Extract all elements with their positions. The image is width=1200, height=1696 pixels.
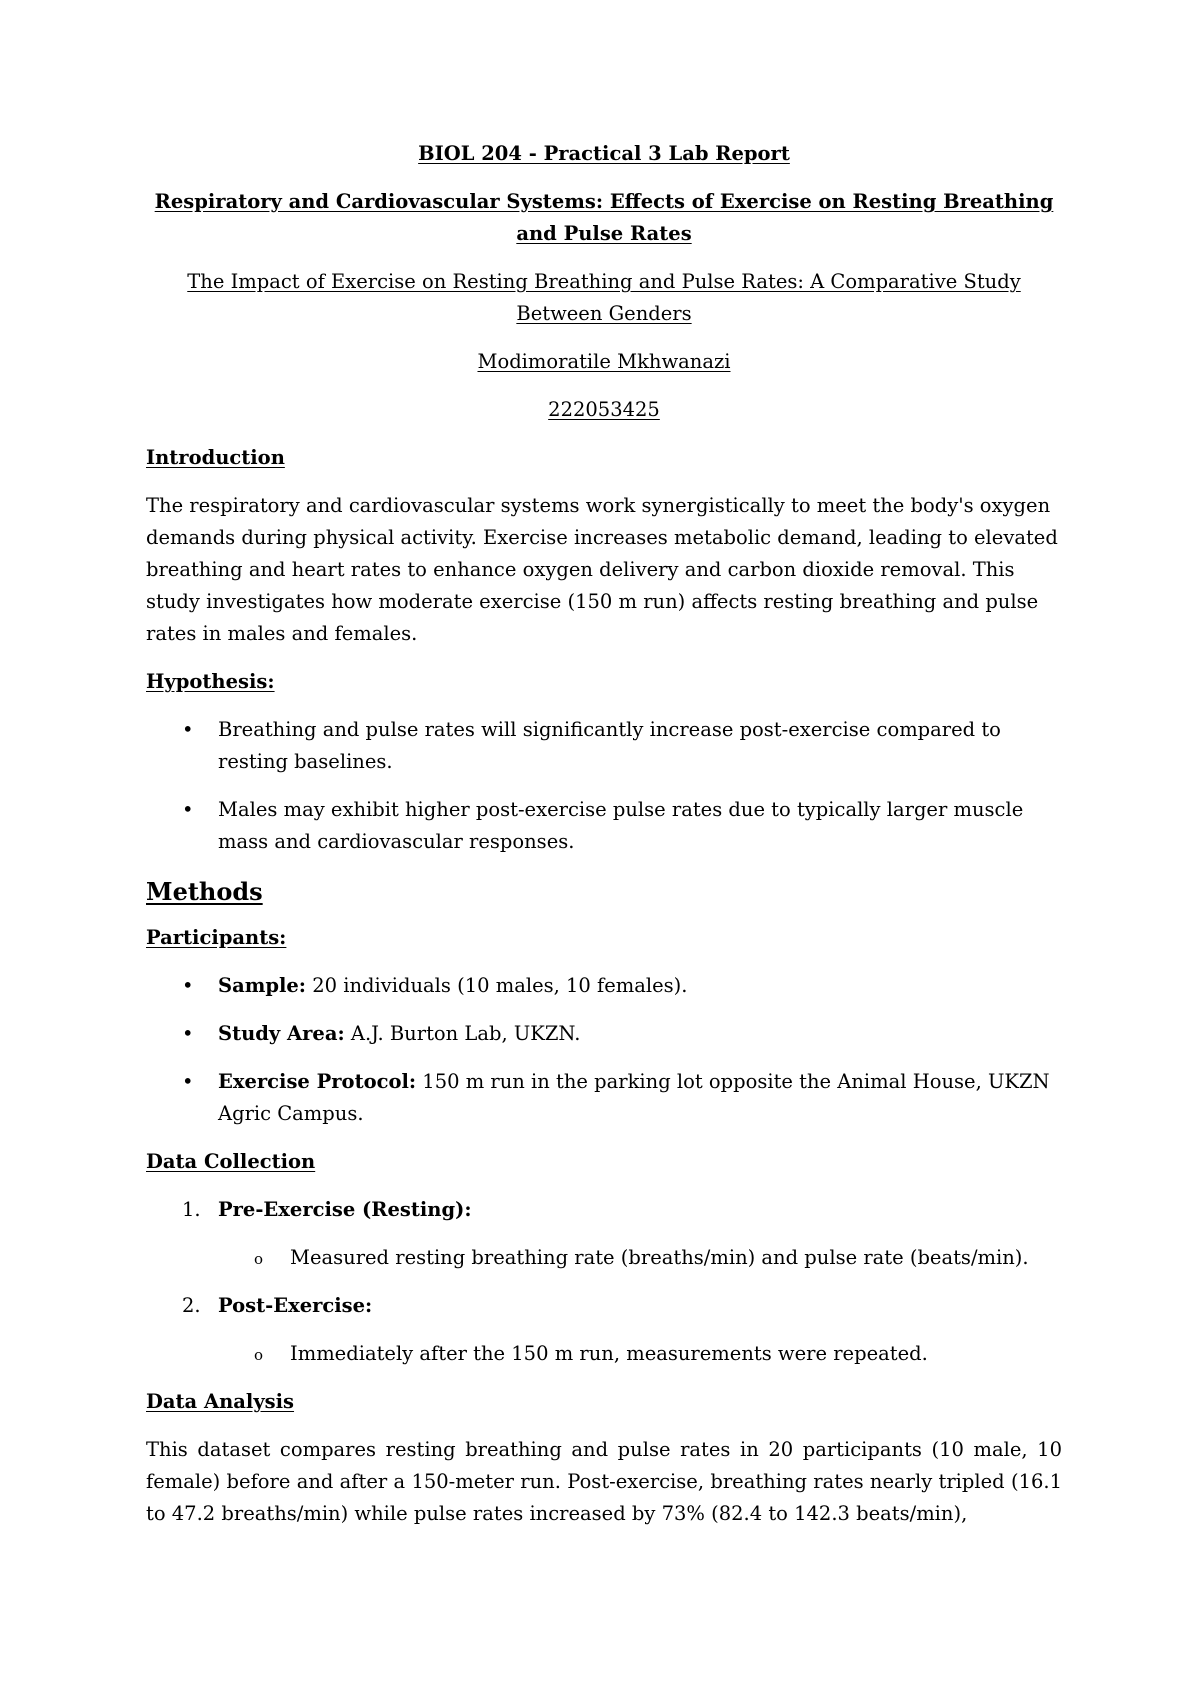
circle-bullet-icon: o [254, 1250, 264, 1268]
author-name: Modimoratile Mkhwanazi [477, 350, 731, 373]
list-item [146, 1194, 1062, 1274]
list-item [146, 1338, 1062, 1370]
bullet-icon: • [182, 1022, 194, 1045]
list-item [146, 970, 1062, 1002]
list-item [146, 794, 1062, 858]
step-detail-list [218, 1242, 1062, 1274]
student-number: 222053425 [548, 398, 660, 421]
hypothesis-item-text: Males may exhibit higher post-exercise pulse rates due to typically larger muscle mass and cardiovascular responses. [218, 798, 1024, 853]
list-item [146, 1018, 1062, 1050]
step-detail-list [218, 1338, 1062, 1370]
alternate-title: The Impact of Exercise on Resting Breathing and Pulse Rates: A Comparative Study Between Genders [187, 270, 1021, 325]
bullet-icon: • [182, 974, 194, 997]
data-analysis-text: This dataset compares resting breathing and pulse rates in 20 participants (10 male, 10 female) before and after a 150-meter run. Post-exercise, breathing rates nearly tripled (16.1 to 47.2 breaths/min) while pulse rates increased by 73% (82.4 to 142.3 beats/min), [146, 1438, 1062, 1525]
hypothesis-heading: Hypothesis: [146, 670, 275, 693]
participant-text: A.J. Burton Lab, UKZN. [350, 1022, 581, 1045]
list-item [146, 1242, 1062, 1274]
course-title: BIOL 204 - Practical 3 Lab Report [418, 142, 790, 165]
step-label: Pre-Exercise (Resting): [218, 1198, 472, 1221]
step-detail: Immediately after the 150 m run, measurements were repeated. [290, 1342, 928, 1365]
participants-heading: Participants: [146, 926, 287, 949]
methods-heading: Methods [146, 877, 263, 906]
introduction-text: The respiratory and cardiovascular systems work synergistically to meet the body's oxygen demands during physical activity. Exercise increases metabolic demand, leading to elevated breathing and heart rates to enhance oxygen delivery and carbon dioxide removal. This study investigates how moderate exercise (150 m run) affects resting breathing and pulse rates in males and females. [146, 494, 1058, 645]
document-page [146, 138, 1062, 1530]
step-number: 2. [182, 1294, 201, 1317]
participants-list [146, 970, 1062, 1130]
bullet-icon: • [182, 1070, 194, 1093]
data-collection-steps [146, 1194, 1062, 1370]
hypothesis-list [146, 714, 1062, 858]
data-collection-heading: Data Collection [146, 1150, 316, 1173]
participant-label: Sample: [218, 974, 306, 997]
hypothesis-item-text: Breathing and pulse rates will significantly increase post-exercise compared to resting baselines. [218, 718, 1001, 773]
list-item [146, 1290, 1062, 1370]
introduction-heading: Introduction [146, 446, 285, 469]
data-analysis-heading: Data Analysis [146, 1390, 295, 1413]
participant-label: Exercise Protocol: [218, 1070, 417, 1093]
bullet-icon: • [182, 798, 194, 821]
participant-text: 20 individuals (10 males, 10 females). [312, 974, 688, 997]
step-number: 1. [182, 1198, 201, 1221]
bullet-icon: • [182, 718, 194, 741]
list-item [146, 714, 1062, 778]
participant-text: 150 m run in the parking lot opposite the Animal House, UKZN Agric Campus. [218, 1070, 1050, 1125]
participant-label: Study Area: [218, 1022, 345, 1045]
circle-bullet-icon: o [254, 1346, 264, 1364]
step-detail: Measured resting breathing rate (breaths/min) and pulse rate (beats/min). [290, 1246, 1029, 1269]
main-title: Respiratory and Cardiovascular Systems: Effects of Exercise on Resting Breathing and Pulse Rates [154, 190, 1054, 245]
step-label: Post-Exercise: [218, 1294, 373, 1317]
list-item [146, 1066, 1062, 1130]
